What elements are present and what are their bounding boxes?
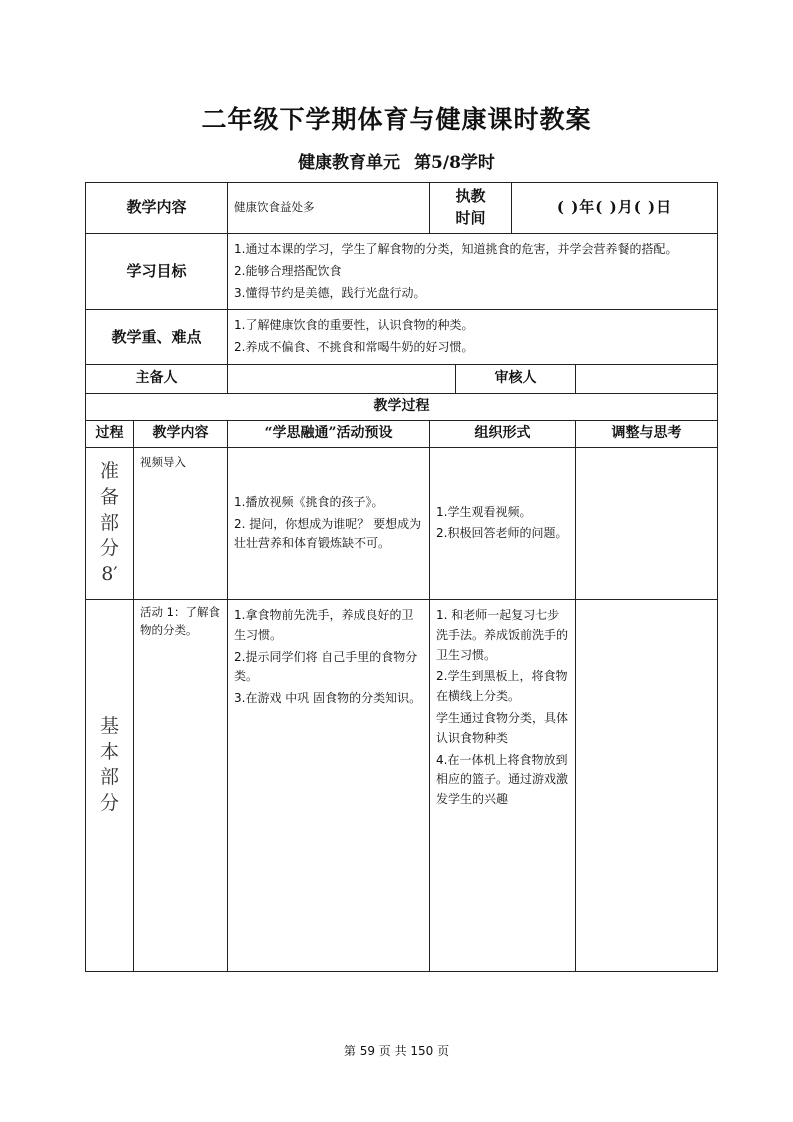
activity-item: 2. 提问，你想成为谁呢？ 要想成为壮壮营养和体育锻炼缺不可。 [234,516,422,551]
activity-item: 2.提示同学们将 自己手里的食物分类。 [234,649,418,684]
reflection-cell [576,447,718,599]
activity-item: 3.在游戏 中巩 固食物的分类知识。 [234,691,422,706]
organization-item: 4.在一体机上将食物放到相应的篮子。通过游戏激发学生的兴趣 [436,752,569,807]
reviewer-label: 审核人 [456,364,576,393]
stage-cell [86,447,134,599]
date-field: ( )年( )月( )日 [512,183,718,234]
goal-item: 2.能够合理搭配饮食 [234,263,342,278]
stage-char: 基 [99,715,119,738]
organization-item: 2.积极回答老师的问题。 [436,526,568,541]
activities-cell [228,599,430,971]
unit-name: 健康教育单元 [298,153,401,173]
organization-item: 1.学生观看视频。 [436,504,532,519]
header-reflection: 调整与思考 [576,420,718,447]
stage-char: 分 [99,792,119,815]
reviewer-value [576,364,718,393]
table-row [86,447,718,599]
organization-cell [430,599,576,971]
content-label: 教学内容 [86,183,228,234]
content-cell: 视频导入 [134,447,228,599]
stage-char: 部 [99,511,119,534]
time-label [430,183,512,234]
goal-list [228,234,718,310]
activity-item: 1.拿食物前先洗手，养成良好的卫生习惯。 [234,607,414,642]
stage-char: 本 [99,740,119,763]
goal-item: 1.通过本课的学习，学生了解食物的分类，知道挑食的危害，并学会营养餐的搭配。 [234,242,678,256]
key-item: 2.养成不偏食、不挑食和常喝牛奶的好习惯。 [234,340,474,355]
preparer-label: 主备人 [86,364,228,393]
process-title: 教学过程 [86,393,718,420]
content-value: 健康饮食益处多 [228,183,430,234]
page-title: 二年级下学期体育与健康课时教案 [201,105,592,134]
key-list [228,310,718,365]
stage-char: 准 [99,460,119,483]
stage-char: 8′ [101,562,118,585]
organization-cell [430,447,576,599]
organization-item: 2.学生到黑板上，将食物在横线上分类。 [436,669,568,704]
header-stage: 过程 [86,420,134,447]
header-activities: “学思融通”活动预设 [228,420,430,447]
header-content: 教学内容 [134,420,228,447]
organization-item: 1. 和老师一起复习七步洗手法。养成饭前洗手的卫生习惯。 [436,607,569,662]
page-subtitle [0,148,793,173]
preparer-value [228,364,456,393]
goal-item: 3.懂得节约是美德，践行光盘行动。 [234,285,426,300]
organization-item: 学生通过食物分类，具体认识食物种类 [436,710,569,745]
goal-label: 学习目标 [86,234,228,310]
header-organization: 组织形式 [430,420,576,447]
stage-char: 备 [99,486,119,509]
stage-char: 分 [99,537,119,560]
activities-cell [228,447,430,599]
stage-char: 部 [99,766,119,789]
lesson-hours: 第5/8学时 [414,153,495,173]
table-row [86,599,718,971]
key-item: 1.了解健康饮食的重要性，认识食物的种类。 [234,318,474,333]
lesson-plan-table [85,182,718,972]
key-label: 教学重、难点 [86,310,228,365]
page-number: 第 59 页 共 150 页 [343,1044,450,1058]
time-label-text: 执教时间 [455,187,486,227]
reflection-cell [576,599,718,971]
stage-cell [86,599,134,971]
content-cell: 活动 1：了解食物的分类。 [134,599,228,971]
activity-item: 1.播放视频《挑食的孩子》。 [234,494,384,509]
